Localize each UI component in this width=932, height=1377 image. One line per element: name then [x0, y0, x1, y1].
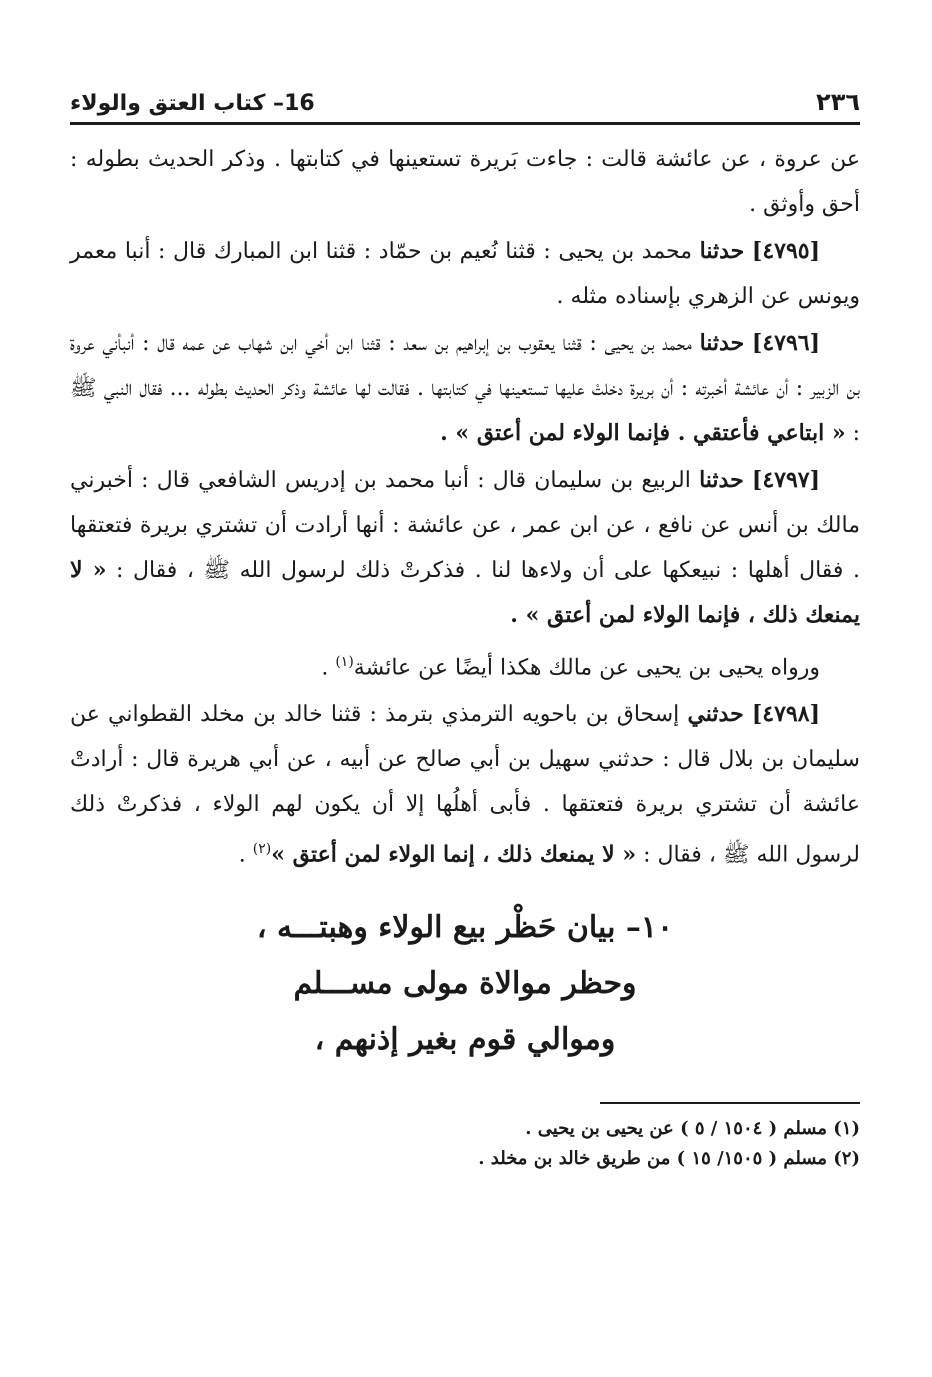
hadith-text: الربيع بن سليمان قال : أنبا محمد بن إدريس الشافعي قال : أخبرني مالك بن أنس عن نافع ، عن ابن عمر ، عن عائشة : أنها أرادت أن تشتري بريرة فتعتقها . فقال أهلها : نبيعكها على أن ولاءها لنا . فذكرتْ ذلك لرسول الله ﷺ ، فقال :	[70, 468, 860, 583]
paragraph-text: عن عروة ، عن عائشة قالت : جاءت بَريرة تستعينها في كتابتها . وذكر الحديث بطوله : أحق وأوثق .	[70, 147, 860, 217]
footnote-2: (٢) مسلم ( ١٥٠٥/ ١٥ ) من طريق خالد بن مخلد .	[478, 1147, 860, 1169]
hadith-4796	[70, 321, 860, 456]
hadith-number: [٤٧٩٦]	[751, 330, 820, 356]
hadith-lead: حدثني	[687, 701, 744, 728]
paragraph-tail: .	[321, 655, 336, 681]
hadith-quote: « ابتاعي فأعتقي . فإنما الولاء لمن أعتق » .	[440, 420, 846, 446]
footnote-ref-2: (٢)	[252, 841, 272, 858]
paragraph-intro	[70, 137, 860, 227]
footnote-rule	[600, 1102, 860, 1104]
hadith-4798	[70, 692, 860, 877]
paragraph-riwaya	[70, 640, 860, 690]
section-heading-line-2: وحظر موالاة مولى مســـلم	[293, 965, 637, 1001]
book-title: 16– كتاب العتق والولاء	[70, 91, 315, 116]
hadith-quote: « لا يمنعك ذلك ، إنما الولاء لمن أعتق »	[271, 841, 637, 868]
paragraph-text: ورواه يحيى بن يحيى عن مالك هكذا أيضًا عن عائشة	[353, 655, 820, 681]
footnote-1: (١) مسلم ( ١٥٠٤ / ٥ ) عن يحيى بن يحيى .	[525, 1117, 860, 1139]
paragraph-tail: .	[238, 842, 253, 868]
hadith-number: [٤٧٩٧]	[751, 467, 820, 493]
hadith-quote: « لا يمنعك ذلك ، فإنما الولاء لمن أعتق » .	[70, 557, 860, 628]
hadith-lead: حدثنا	[699, 467, 744, 493]
hadith-number: [٤٧٩٨]	[751, 701, 820, 728]
section-heading	[70, 900, 860, 1068]
page-header	[70, 80, 860, 116]
hadith-number: [٤٧٩٥]	[751, 238, 820, 264]
book-page	[70, 80, 860, 1174]
footnote-ref-1: (١)	[335, 654, 354, 670]
section-heading-line-3: وموالي قوم بغير إذنهم ،	[314, 1021, 616, 1057]
header-rule	[70, 122, 860, 125]
hadith-lead: حدثنا	[699, 238, 745, 264]
hadith-text: إسحاق بن باحويه الترمذي بترمذ : قثنا خالد بن مخلد القطواني عن سليمان بن بلال قال : حدثني سهيل بن أبي صالح عن أبيه ، عن أبي هريرة قال : أرادتْ عائشة أن تشتري بريرة فتعتقها . فأبى أهلُها إلا أن يكون لهم الولاء ، فذكرتْ ذلك لرسول الله ﷺ ، فقال :	[70, 702, 860, 868]
hadith-text: محمد بن يحيى : قثنا نُعيم بن حمّاد : قثنا ابن المبارك قال : أنبا معمر ويونس عن الزهري بإسناده مثله .	[70, 239, 860, 309]
section-heading-line-1: ١٠– بيان حَظْر بيع الولاء وهبتـــه ،	[256, 909, 674, 945]
hadith-4795	[70, 229, 860, 319]
hadith-4797	[70, 458, 860, 638]
hadith-text: محمد بن يحيى : قثنا يعقوب بن إبراهيم بن سعد : قثنا ابن أخي ابن شهاب عن عمه قال : أنبأني عروة بن الزبير : أن عائشة أخبرته : أن بريرة دخلتْ عليها تستعينها في كتابتها . فقالت لها عائشة وذكر الحديث بطوله ... فقال النبي ﷺ :	[70, 331, 860, 446]
page-number: ٢٣٦	[816, 88, 860, 116]
hadith-lead: حدثنا	[699, 330, 745, 356]
